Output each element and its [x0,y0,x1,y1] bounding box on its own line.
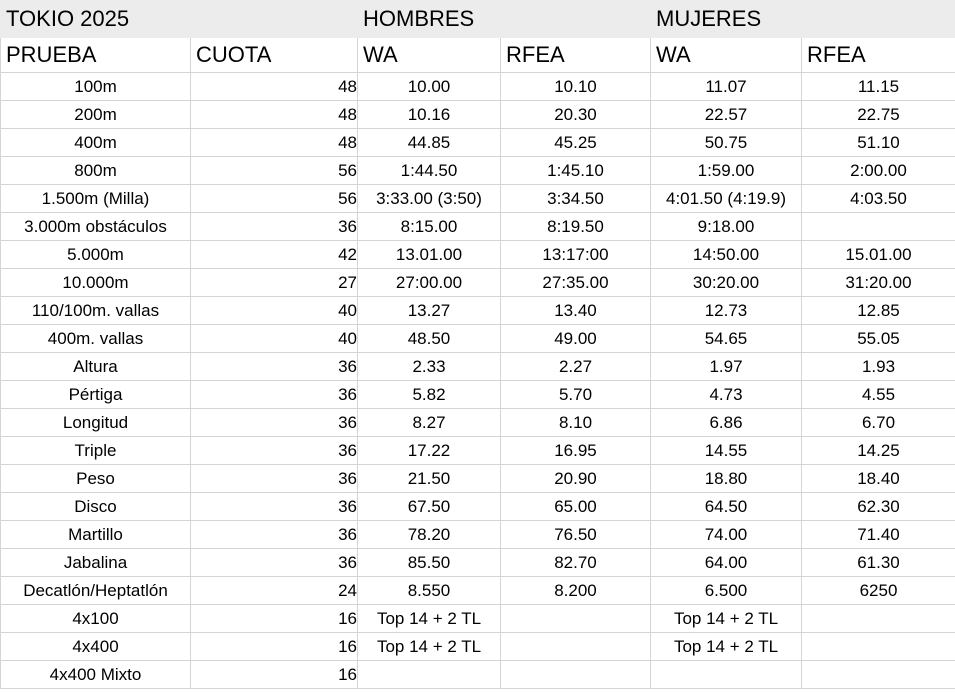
table-row [1,605,955,633]
cell-men-rfea: 13:17:00 [501,241,651,269]
cell-women-rfea: 71.40 [802,521,955,549]
cell-prueba: Disco [1,493,191,521]
cell-women-wa: 4:01.50 (4:19.9) [651,185,802,213]
cell-men-wa: 10.00 [358,73,501,101]
header-row [1,38,955,73]
cell-cuota: 36 [191,437,358,465]
cell-cuota: 36 [191,353,358,381]
cell-men-rfea: 2.27 [501,353,651,381]
cell-men-wa: 8.550 [358,577,501,605]
cell-cuota: 36 [191,521,358,549]
cell-prueba: 10.000m [1,269,191,297]
cell-men-wa: 67.50 [358,493,501,521]
cell-women-wa: 64.00 [651,549,802,577]
cell-prueba: Pértiga [1,381,191,409]
cell-women-rfea: 31:20.00 [802,269,955,297]
title-spacer [191,1,358,38]
cell-men-wa: 78.20 [358,521,501,549]
cell-prueba: Peso [1,465,191,493]
cell-prueba: 5.000m [1,241,191,269]
cell-women-wa: 12.73 [651,297,802,325]
cell-men-rfea: 76.50 [501,521,651,549]
group-men-label: HOMBRES [358,1,651,38]
table-row [1,185,955,213]
cell-prueba: 200m [1,101,191,129]
cell-cuota: 36 [191,381,358,409]
cell-women-rfea: 18.40 [802,465,955,493]
cell-women-rfea: 6.70 [802,409,955,437]
cell-women-wa: 54.65 [651,325,802,353]
table-row [1,353,955,381]
cell-women-wa: Top 14 + 2 TL [651,605,802,633]
cell-cuota: 48 [191,101,358,129]
table-row [1,101,955,129]
cell-men-wa: Top 14 + 2 TL [358,605,501,633]
cell-women-rfea: 6250 [802,577,955,605]
cell-cuota: 56 [191,185,358,213]
cell-cuota: 36 [191,549,358,577]
table-row [1,269,955,297]
cell-women-wa: 4.73 [651,381,802,409]
table-row [1,633,955,661]
table-row [1,157,955,185]
title-row [1,1,955,38]
header-prueba: PRUEBA [1,38,191,73]
cell-men-rfea: 8.10 [501,409,651,437]
cell-women-wa: 22.57 [651,101,802,129]
cell-women-wa: 6.500 [651,577,802,605]
cell-prueba: 4x400 Mixto [1,661,191,689]
cell-men-rfea: 8:19.50 [501,213,651,241]
cell-prueba: Longitud [1,409,191,437]
cell-cuota: 36 [191,409,358,437]
cell-men-rfea: 10.10 [501,73,651,101]
table-row [1,577,955,605]
table-row [1,297,955,325]
cell-men-rfea: 5.70 [501,381,651,409]
cell-men-wa: 1:44.50 [358,157,501,185]
cell-women-wa: 50.75 [651,129,802,157]
cell-men-wa: 21.50 [358,465,501,493]
cell-cuota: 40 [191,325,358,353]
cell-cuota: 24 [191,577,358,605]
cell-women-rfea: 55.05 [802,325,955,353]
cell-cuota: 27 [191,269,358,297]
cell-women-wa: 9:18.00 [651,213,802,241]
cell-women-wa [651,661,802,689]
cell-men-rfea: 27:35.00 [501,269,651,297]
table-row [1,521,955,549]
header-women-rfea: RFEA [802,38,955,73]
cell-prueba: 110/100m. vallas [1,297,191,325]
cell-women-rfea: 4.55 [802,381,955,409]
cell-women-rfea: 22.75 [802,101,955,129]
cell-women-rfea: 51.10 [802,129,955,157]
cell-women-wa: 64.50 [651,493,802,521]
cell-cuota: 16 [191,661,358,689]
cell-men-wa: 13.27 [358,297,501,325]
cell-cuota: 40 [191,297,358,325]
cell-prueba: Triple [1,437,191,465]
cell-men-rfea: 3:34.50 [501,185,651,213]
table-row [1,493,955,521]
sheet-title: TOKIO 2025 [1,1,191,38]
header-women-wa: WA [651,38,802,73]
cell-women-rfea: 11.15 [802,73,955,101]
cell-men-rfea: 82.70 [501,549,651,577]
table-row [1,409,955,437]
cell-cuota: 36 [191,465,358,493]
cell-cuota: 42 [191,241,358,269]
cell-women-wa: 14.55 [651,437,802,465]
cell-men-wa: 27:00.00 [358,269,501,297]
cell-men-rfea [501,605,651,633]
cell-men-wa: 8:15.00 [358,213,501,241]
cell-cuota: 48 [191,73,358,101]
table-row [1,129,955,157]
cell-men-wa: 3:33.00 (3:50) [358,185,501,213]
header-cuota: CUOTA [191,38,358,73]
cell-men-rfea [501,661,651,689]
cell-women-rfea: 61.30 [802,549,955,577]
cell-men-rfea: 20.30 [501,101,651,129]
cell-prueba: Jabalina [1,549,191,577]
cell-men-rfea: 65.00 [501,493,651,521]
cell-women-rfea [802,213,955,241]
cell-women-wa: 1:59.00 [651,157,802,185]
cell-women-rfea: 12.85 [802,297,955,325]
cell-women-rfea: 15.01.00 [802,241,955,269]
cell-women-wa: Top 14 + 2 TL [651,633,802,661]
cell-prueba: Altura [1,353,191,381]
cell-prueba: 1.500m (Milla) [1,185,191,213]
cell-prueba: 100m [1,73,191,101]
cell-prueba: 3.000m obstáculos [1,213,191,241]
cell-women-rfea: 2:00.00 [802,157,955,185]
cell-prueba: 400m. vallas [1,325,191,353]
cell-women-rfea [802,605,955,633]
table-row [1,381,955,409]
cell-men-wa: 48.50 [358,325,501,353]
cell-men-wa: 5.82 [358,381,501,409]
cell-men-rfea: 16.95 [501,437,651,465]
table-row [1,437,955,465]
cell-prueba: 400m [1,129,191,157]
cell-men-rfea: 20.90 [501,465,651,493]
cell-men-rfea: 13.40 [501,297,651,325]
cell-women-wa: 6.86 [651,409,802,437]
cell-prueba: Decatlón/Heptatlón [1,577,191,605]
cell-cuota: 16 [191,605,358,633]
cell-cuota: 16 [191,633,358,661]
cell-women-rfea: 1.93 [802,353,955,381]
cell-prueba: Martillo [1,521,191,549]
cell-men-wa: 44.85 [358,129,501,157]
cell-prueba: 800m [1,157,191,185]
cell-men-wa: 2.33 [358,353,501,381]
cell-women-wa: 14:50.00 [651,241,802,269]
cell-men-wa: 10.16 [358,101,501,129]
cell-women-wa: 1.97 [651,353,802,381]
cell-women-wa: 74.00 [651,521,802,549]
cell-cuota: 36 [191,213,358,241]
table-row [1,325,955,353]
table-row [1,73,955,101]
cell-women-rfea: 14.25 [802,437,955,465]
cell-cuota: 48 [191,129,358,157]
cell-men-rfea: 45.25 [501,129,651,157]
table-row [1,661,955,689]
cell-women-rfea: 62.30 [802,493,955,521]
cell-men-wa: 13.01.00 [358,241,501,269]
cell-men-wa: 8.27 [358,409,501,437]
cell-women-rfea: 4:03.50 [802,185,955,213]
header-men-rfea: RFEA [501,38,651,73]
cell-men-wa: 85.50 [358,549,501,577]
table-row [1,213,955,241]
cell-men-rfea: 1:45.10 [501,157,651,185]
table-row [1,549,955,577]
cell-women-wa: 18.80 [651,465,802,493]
cell-women-rfea [802,661,955,689]
group-women-label: MUJERES [651,1,955,38]
cell-women-wa: 11.07 [651,73,802,101]
header-men-wa: WA [358,38,501,73]
cell-men-rfea: 49.00 [501,325,651,353]
cell-cuota: 36 [191,493,358,521]
cell-men-wa: 17.22 [358,437,501,465]
cell-women-rfea [802,633,955,661]
cell-men-rfea: 8.200 [501,577,651,605]
cell-prueba: 4x100 [1,605,191,633]
cell-men-wa: Top 14 + 2 TL [358,633,501,661]
table-row [1,465,955,493]
cell-cuota: 56 [191,157,358,185]
cell-men-rfea [501,633,651,661]
cell-men-wa [358,661,501,689]
cell-prueba: 4x400 [1,633,191,661]
cell-women-wa: 30:20.00 [651,269,802,297]
table-row [1,241,955,269]
